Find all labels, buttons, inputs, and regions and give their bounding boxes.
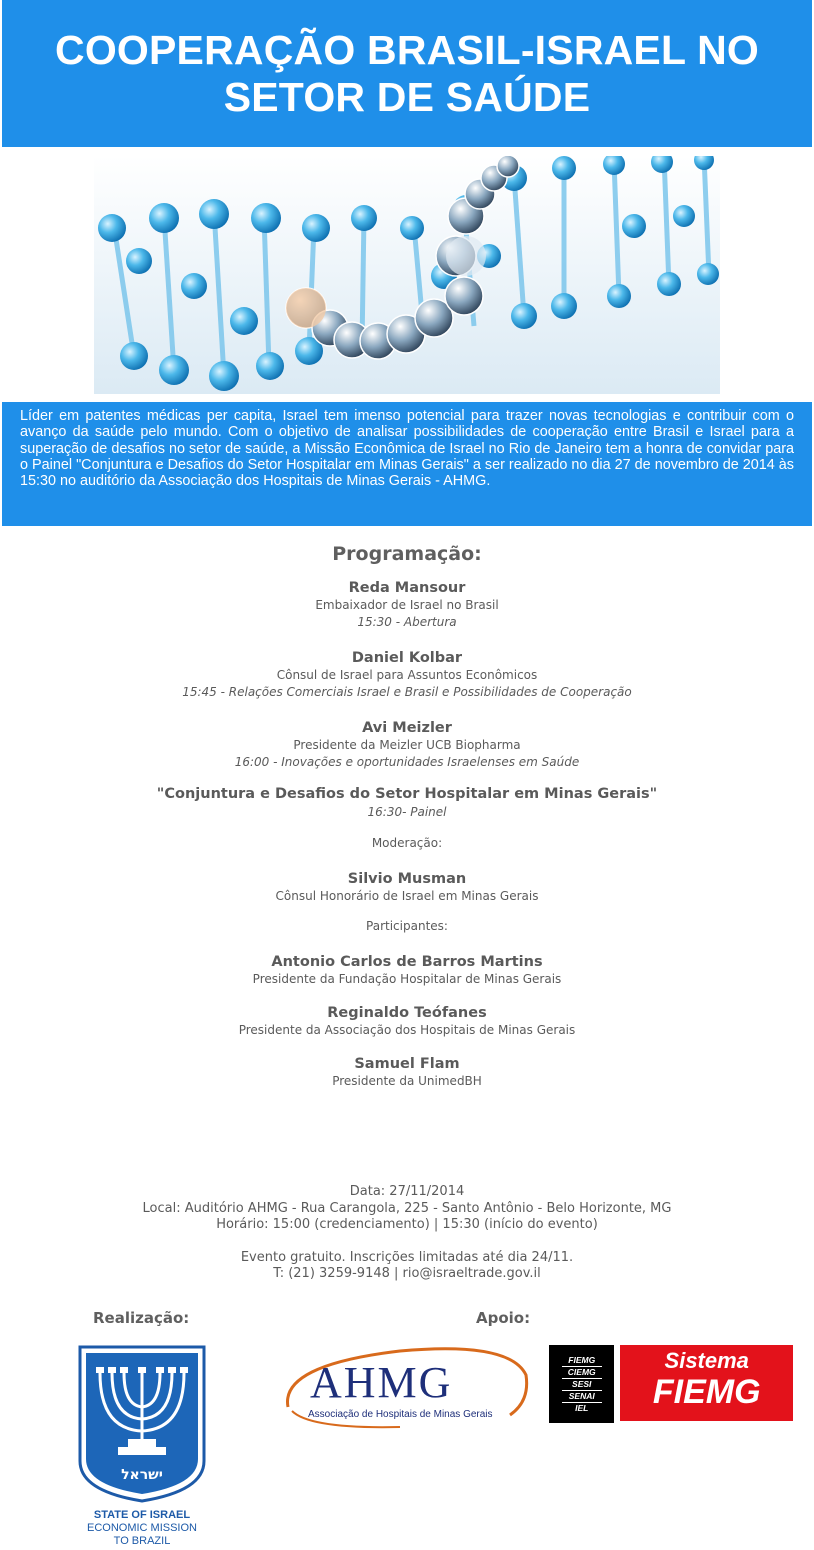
- ahmg-name: AHMG: [310, 1358, 453, 1407]
- speaker-role: Presidente da Meizler UCB Biopharma: [293, 738, 521, 752]
- participants-label: Participantes:: [366, 919, 448, 933]
- panel-title: "Conjuntura e Desafios do Setor Hospitalar em Minas Gerais": [156, 786, 658, 802]
- speaker-time: 15:45 - Relações Comerciais Israel e Brasil e Possibilidades de Cooperação: [182, 685, 632, 699]
- speaker-role: Cônsul de Israel para Assuntos Econômicos: [276, 668, 538, 682]
- speaker-time: 16:00 - Inovações e oportunidades Israelenses em Saúde: [234, 755, 580, 769]
- intro-text: Líder em patentes médicas per capita, Israel tem imenso potencial para trazer novas tecnologias e contribuir com o avanço da saúde pelo mundo. Com o objetivo de analisar possibilidades de cooperação entre Brasil e Israel para a superação de desafios no setor de saúde, a Missão Econômica de Israel no Rio de Janeiro tem a honra de convidar para o Painel "Conjuntura e Desafios do Setor Hospitalar em Minas Gerais" a ser realizado no dia 27 de novembro de 2014 às 15:30 no auditório da Associação dos Hospitais de Minas Gerais - AHMG.: [2, 402, 812, 526]
- participant-name: Antonio Carlos de Barros Martins: [271, 954, 543, 970]
- speaker-role: Embaixador de Israel no Brasil: [315, 598, 499, 612]
- fiemg-logo: [549, 1345, 793, 1423]
- fiemg-item: IEL: [575, 1402, 589, 1413]
- israel-emblem-logo: [72, 1343, 212, 1547]
- fiemg-item: SENAI: [562, 1391, 602, 1403]
- ahmg-logo: [280, 1345, 530, 1430]
- moderator-role: Cônsul Honorário de Israel em Minas Gerais: [275, 889, 539, 903]
- emblem-line1: STATE OF ISRAEL: [93, 1509, 191, 1521]
- program-title: Programação:: [332, 543, 482, 565]
- header-banner: [2, 0, 812, 147]
- moderator-name: Silvio Musman: [347, 871, 467, 887]
- speaker-entry: [0, 719, 814, 771]
- event-date: Data: 27/11/2014: [349, 1184, 465, 1199]
- participant-entry: [0, 953, 814, 987]
- event-details: [0, 1184, 814, 1283]
- fiemg-red-box: [620, 1345, 793, 1421]
- emblem-line2: ECONOMIC MISSION: [86, 1522, 197, 1534]
- speaker-entry: [0, 579, 814, 631]
- panel-time: 16:30- Painel: [367, 805, 447, 819]
- moderator-entry: [0, 870, 814, 904]
- moderation-label: Moderação:: [371, 836, 443, 850]
- ahmg-subtitle: Associação de Hospitais de Minas Gerais: [308, 1409, 493, 1420]
- fiemg-list-box: [549, 1345, 614, 1423]
- menorah-emblem-icon: [72, 1343, 212, 1503]
- speaker-name: Daniel Kolbar: [351, 650, 463, 666]
- event-time: Horário: 15:00 (credenciamento) | 15:30 (início do evento): [216, 1217, 598, 1232]
- participant-role: Presidente da UnimedBH: [332, 1074, 482, 1088]
- participant-name: Samuel Flam: [354, 1056, 460, 1072]
- speaker-name: Avi Meizler: [362, 720, 452, 736]
- apoio-label: Apoio:: [476, 1309, 531, 1327]
- speaker-time: 15:30 - Abertura: [357, 615, 457, 629]
- dna-hero-image: [94, 156, 720, 394]
- emblem-hebrew: ישראל: [121, 1467, 163, 1483]
- participant-entry: [0, 1055, 814, 1089]
- speaker-entry: [0, 649, 814, 701]
- event-free-note: Evento gratuito. Inscrições limitadas até dia 24/11.: [240, 1249, 574, 1265]
- fiemg-name: FIEMG: [652, 1373, 761, 1411]
- fiemg-item: FIEMG: [562, 1355, 602, 1367]
- participant-role: Presidente da Fundação Hospitalar de Minas Gerais: [252, 972, 562, 986]
- dna-helix-illustration: [94, 156, 720, 394]
- participant-entry: [0, 1004, 814, 1038]
- speaker-name: Reda Mansour: [348, 580, 466, 596]
- page-title: COOPERAÇÃO BRASIL-ISRAEL NO SETOR DE SAÚDE: [55, 26, 759, 120]
- event-location: Local: Auditório AHMG - Rua Carangola, 225 - Santo Antônio - Belo Horizonte, MG: [142, 1200, 672, 1216]
- fiemg-item: CIEMG: [562, 1367, 602, 1379]
- event-contact: T: (21) 3259-9148 | rio@israeltrade.gov.il: [273, 1266, 541, 1281]
- fiemg-sistema: Sistema: [664, 1348, 749, 1373]
- participant-role: Presidente da Associação dos Hospitais de Minas Gerais: [238, 1023, 576, 1037]
- program-section: [0, 543, 814, 1101]
- emblem-line3: TO BRAZIL: [113, 1535, 171, 1547]
- realizacao-label: Realização:: [93, 1309, 190, 1327]
- participant-name: Reginaldo Teófanes: [327, 1005, 487, 1021]
- panel-entry: [0, 785, 814, 821]
- fiemg-item: SESI: [562, 1379, 602, 1391]
